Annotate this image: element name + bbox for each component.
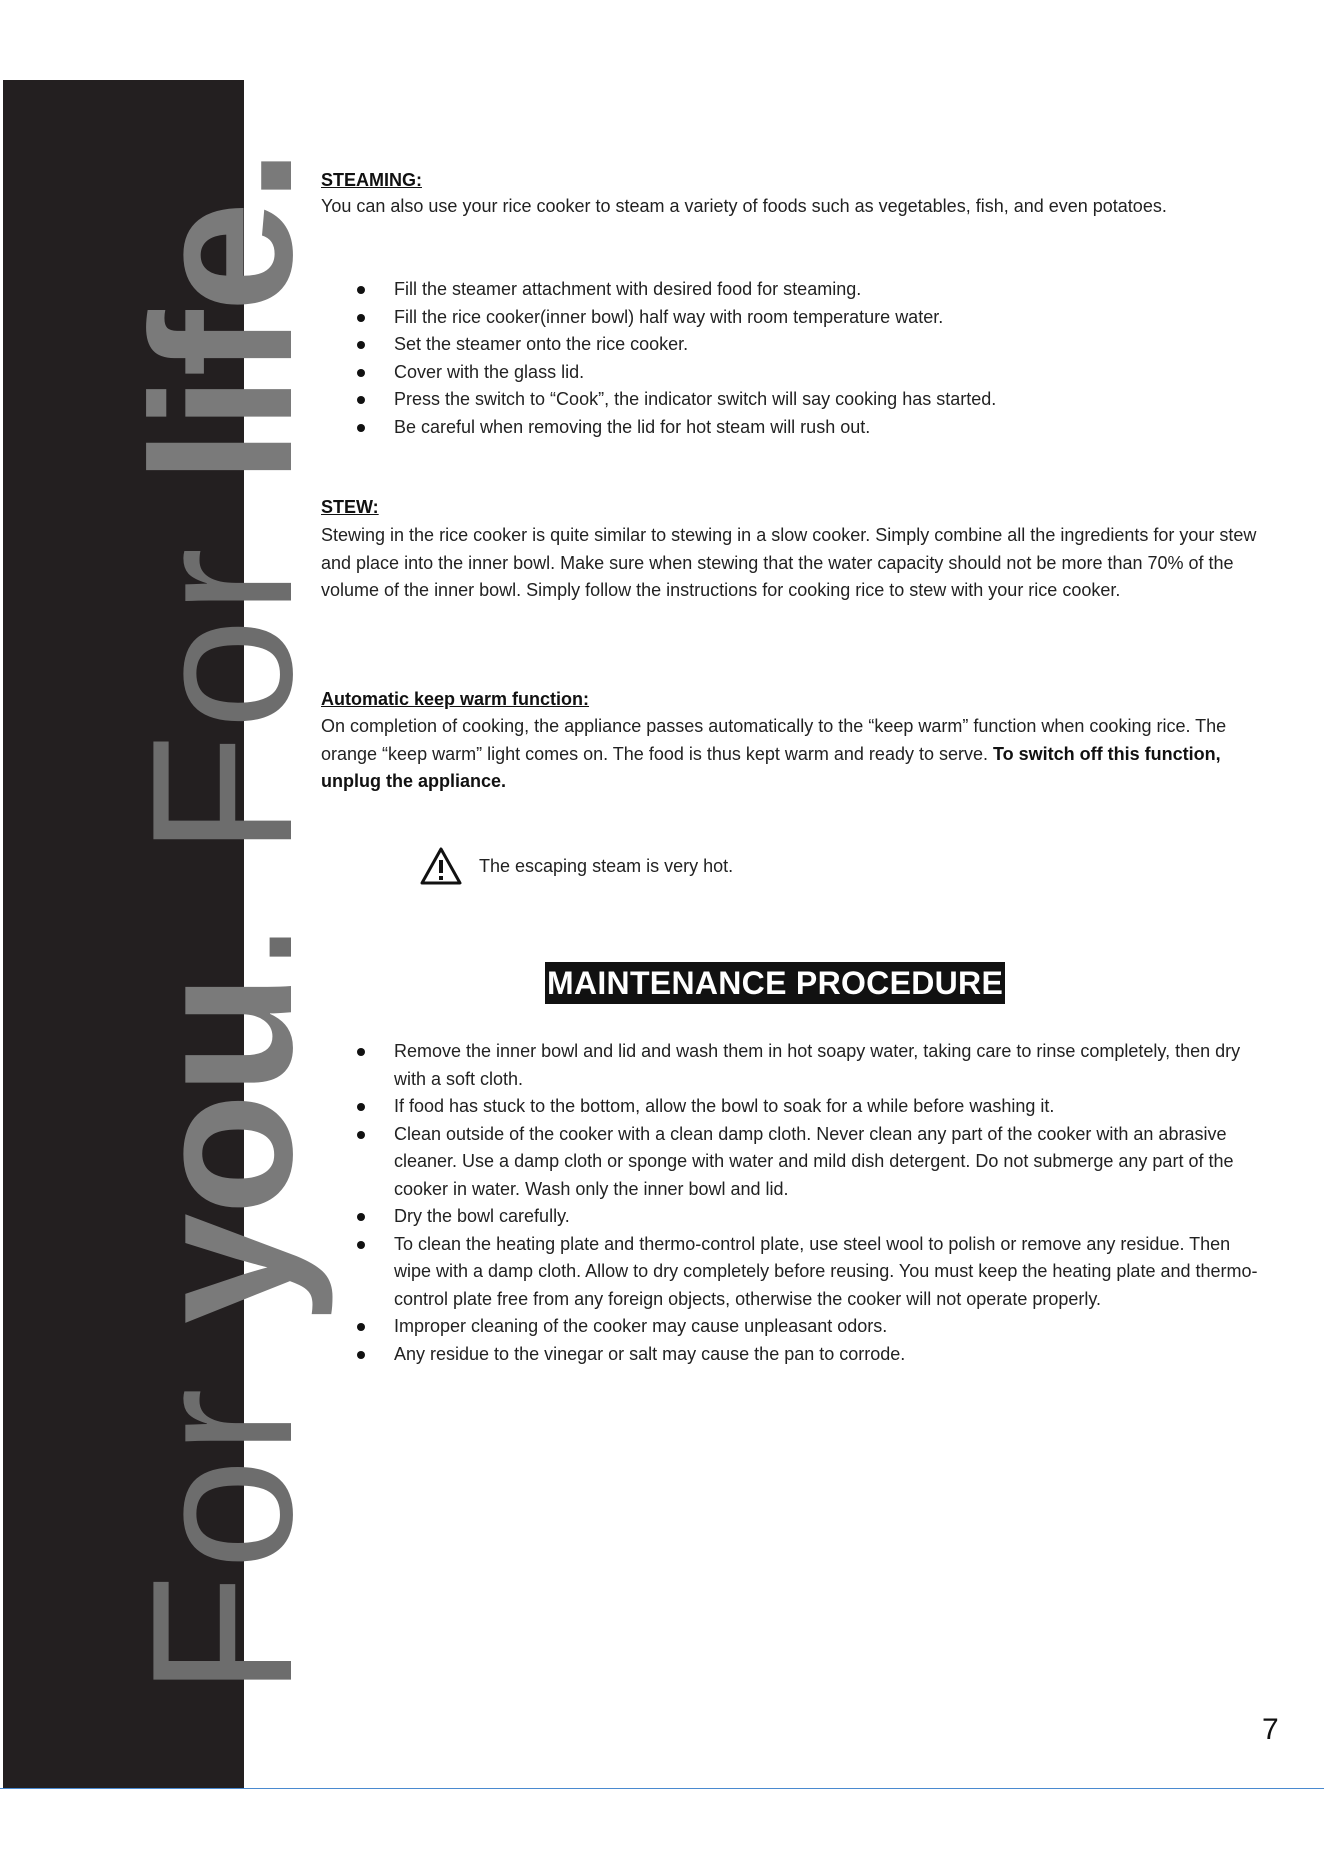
tagline-for: For: [111, 1324, 334, 1696]
steaming-intro: You can also use your rice cooker to steam a variety of foods such as vegetables, fish, and even potatoes.: [321, 196, 1167, 216]
tagline-life: life.: [111, 149, 334, 485]
keep-warm-bold-note: To switch off this function, unplug the appliance.: [321, 743, 1221, 791]
list-item: Remove the inner bowl and lid and wash them in hot soapy water, taking care to rinse completely, then dry with a soft cloth.: [321, 1038, 1266, 1093]
list-item: Press the switch to “Cook”, the indicator switch will say cooking has started.: [321, 386, 1266, 414]
bullet-icon: [357, 1351, 365, 1359]
bullet-icon: [357, 424, 365, 432]
bullet-icon: [357, 341, 365, 349]
list-item: To clean the heating plate and thermo-control plate, use steel wool to polish or remove any residue. Then wipe with a damp cloth. Allow to dry completely before reusing. You must keep the heating plate and thermo-control plate free from any foreign objects, otherwise the cooker will not operate properly.: [321, 1231, 1266, 1314]
bullet-icon: [357, 396, 365, 404]
bullet-icon: [357, 1213, 365, 1221]
list-item: Fill the steamer attachment with desired food for steaming.: [321, 276, 1266, 304]
list-item: Be careful when removing the lid for hot steam will rush out.: [321, 414, 1266, 442]
bullet-icon: [357, 1241, 365, 1249]
brand-sidebar: [3, 80, 334, 1789]
steaming-list: [321, 276, 1266, 441]
list-item: Dry the bowl carefully.: [321, 1203, 1266, 1231]
list-item: Clean outside of the cooker with a clean damp cloth. Never clean any part of the cooker with an abrasive cleaner. Use a damp cloth or sponge with water and mild dish detergent. Do not submerge any part of the cooker in water. Wash only the inner bowl and lid.: [321, 1121, 1266, 1204]
list-item: Cover with the glass lid.: [321, 359, 1266, 387]
bullet-icon: [357, 286, 365, 294]
list-item: Fill the rice cooker(inner bowl) half way with room temperature water.: [321, 304, 1266, 332]
stew-heading: STEW:: [321, 497, 379, 517]
tagline-you: you: [111, 974, 334, 1325]
bullet-icon: [357, 1323, 365, 1331]
page-number: 7: [1262, 1713, 1279, 1746]
footer-rule: [0, 1788, 1324, 1789]
maintenance-title: MAINTENANCE PROCEDURE: [545, 962, 1005, 1004]
list-item: Any residue to the vinegar or salt may cause the pan to corrode.: [321, 1341, 1266, 1369]
list-item: Set the steamer onto the rice cooker.: [321, 331, 1266, 359]
bullet-icon: [357, 1048, 365, 1056]
bullet-icon: [357, 314, 365, 322]
bullet-icon: [357, 369, 365, 377]
steaming-heading: STEAMING:: [321, 170, 422, 190]
brand-tagline: [111, 149, 334, 1696]
steam-warning: [419, 846, 733, 886]
keep-warm-text: On completion of cooking, the appliance passes automatically to the “keep warm” function when cooking rice. The orange “keep warm” light comes on. The food is thus kept warm and ready to serve. To switch off this function, unplug the appliance.: [321, 716, 1227, 791]
list-item: If food has stuck to the bottom, allow the bowl to soak for a while before washing it.: [321, 1093, 1266, 1121]
stew-text: Stewing in the rice cooker is quite similar to stewing in a slow cooker. Simply combine all the ingredients for your stew and place into the inner bowl. Make sure when stewing that the water capacity should not be more than 70% of the volume of the inner bowl. Simply follow the instructions for cooking rice to stew with your rice cooker.: [321, 525, 1257, 600]
list-item: Improper cleaning of the cooker may cause unpleasant odors.: [321, 1313, 1266, 1341]
tagline-dot-for: . For: [111, 484, 334, 975]
maintenance-list: [321, 1038, 1266, 1368]
bullet-icon: [357, 1131, 365, 1139]
keep-warm-heading: Automatic keep warm function:: [321, 689, 590, 709]
warning-text: The escaping steam is very hot.: [479, 855, 734, 876]
bullet-icon: [357, 1103, 365, 1111]
warning-triangle-icon: [419, 846, 463, 886]
